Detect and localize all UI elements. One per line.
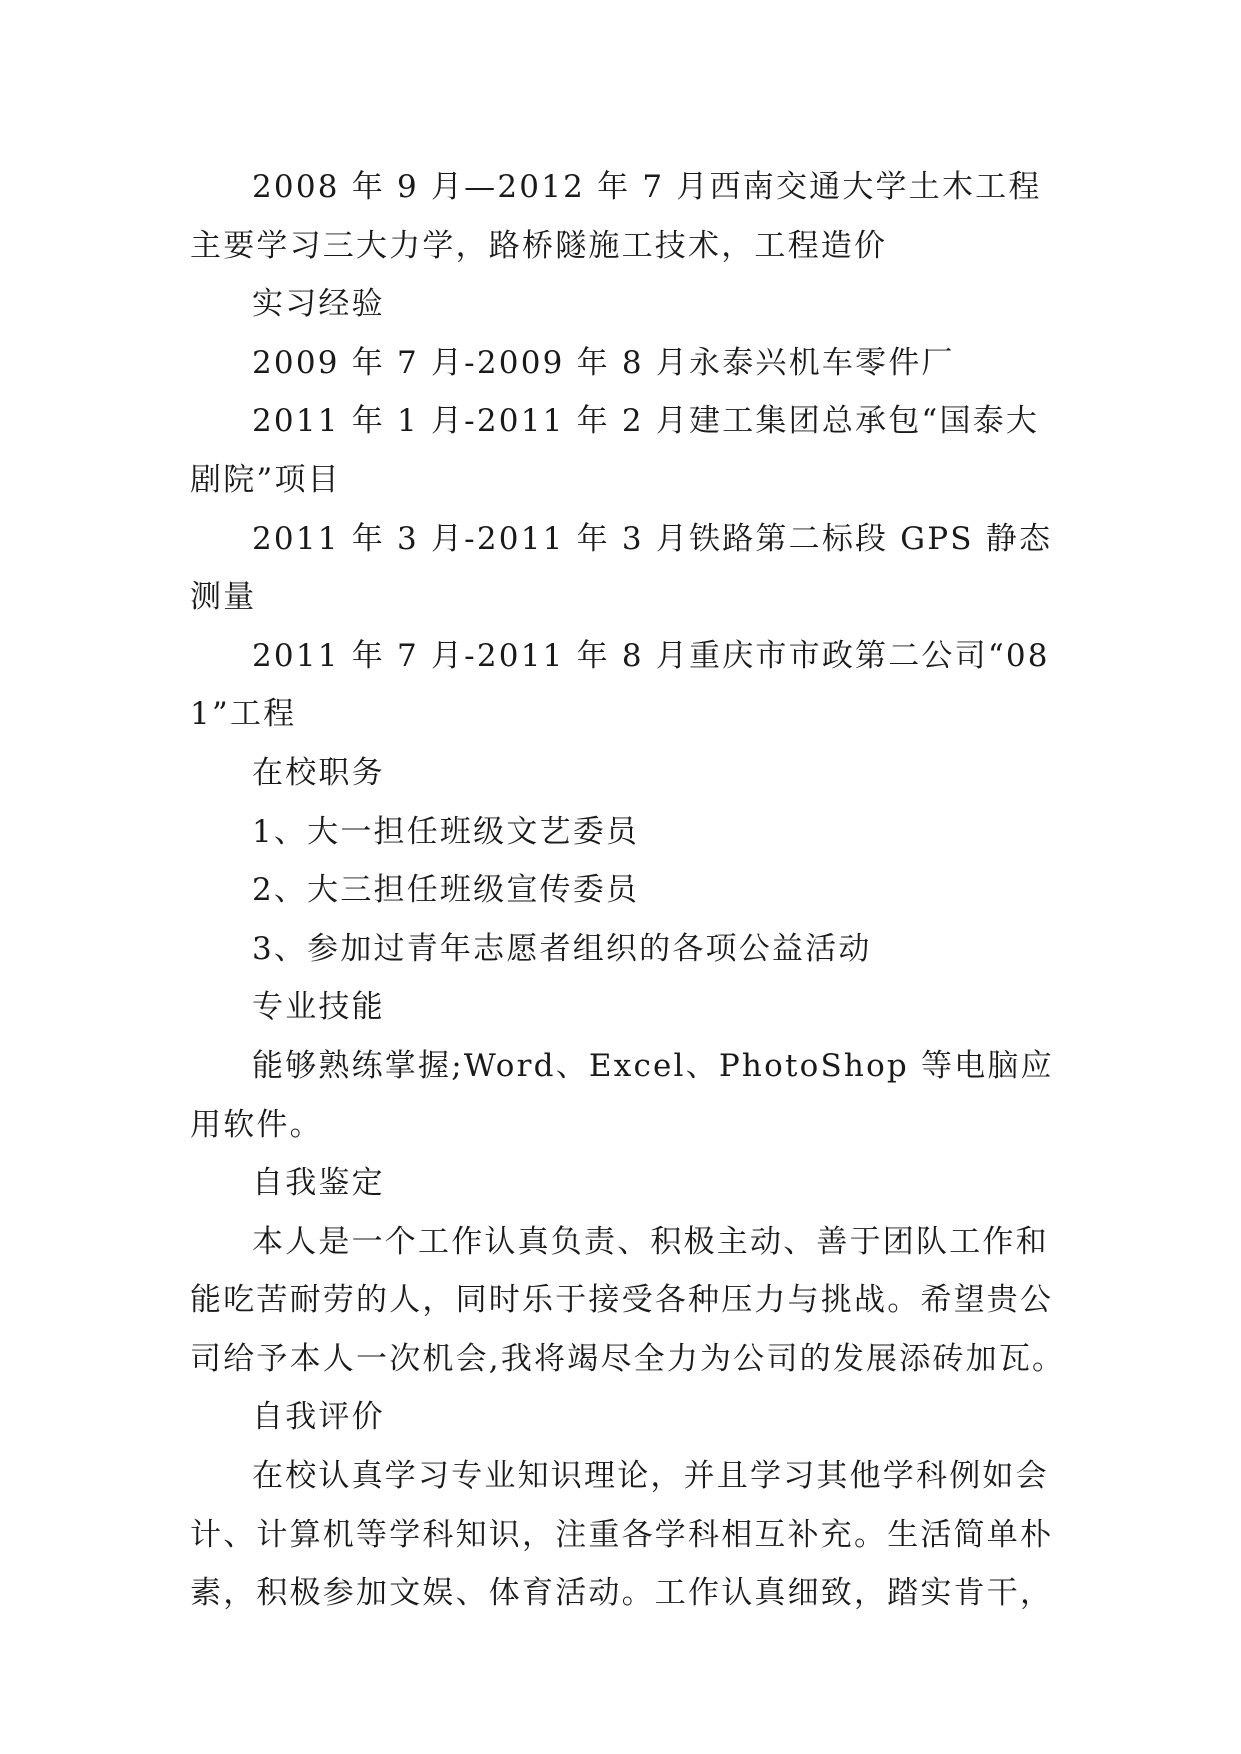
document-page: [190, 158, 1070, 1623]
internship-item: 2011 年 7 月-2011 年 8 月重庆市市政第二公司“081”工程: [190, 637, 1050, 733]
school-position-item: 2、大三担任班级宣传委员: [252, 872, 640, 909]
internship-item: 2009 年 7 月-2009 年 8 月永泰兴机车零件厂: [252, 344, 955, 381]
self-evaluation-paragraph: 在校认真学习专业知识理论，并且学习其他学科例如会计、计算机等学科知识，注重各学科相互补充。生活简单朴素，积极参加文娱、体育活动。工作认真细致，踏实肯干，: [190, 1458, 1054, 1612]
section-heading-skills: 专业技能: [252, 989, 385, 1026]
section-heading-self-appraisal: 自我鉴定: [252, 1165, 385, 1202]
school-position-item: 3、参加过青年志愿者组织的各项公益活动: [252, 930, 872, 967]
skills-paragraph: 能够熟练掌握;Word、Excel、PhotoShop 等电脑应用软件。: [190, 1047, 1054, 1143]
self-appraisal-paragraph: 本人是一个工作认真负责、积极主动、善于团队工作和能吃苦耐劳的人，同时乐于接受各种压力与挑战。希望贵公司给予本人一次机会,我将竭尽全力为公司的发展添砖加瓦。: [190, 1223, 1066, 1377]
internship-item: 2011 年 3 月-2011 年 3 月铁路第二标段 GPS 静态测量: [190, 520, 1053, 616]
section-heading-self-evaluation: 自我评价: [252, 1399, 385, 1436]
education-paragraph: 2008 年 9 月—2012 年 7 月西南交通大学土木工程主要学习三大力学，路桥隧施工技术，工程造价: [190, 169, 1042, 264]
section-heading-internship: 实习经验: [252, 286, 385, 323]
school-position-item: 1、大一担任班级文艺委员: [252, 813, 640, 850]
section-heading-school-positions: 在校职务: [252, 754, 385, 791]
internship-item: 2011 年 1 月-2011 年 2 月建工集团总承包“国泰大剧院”项目: [190, 403, 1040, 498]
